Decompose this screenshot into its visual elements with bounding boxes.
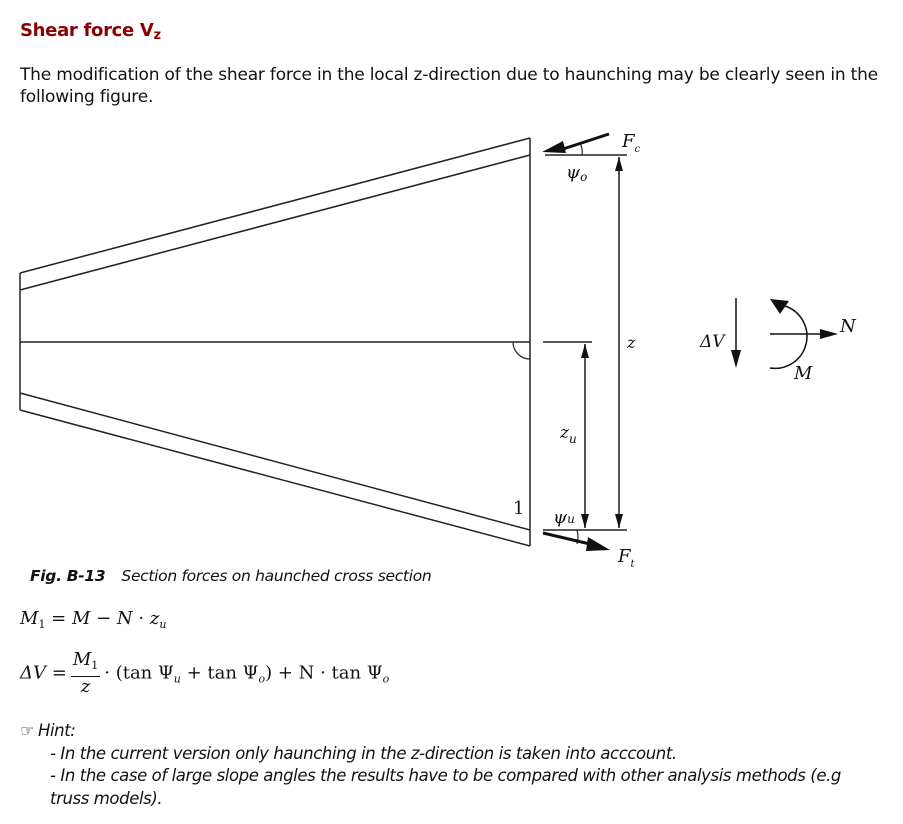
f1-rhs-sub: u: [159, 618, 167, 631]
right-angle-mark: [513, 342, 530, 359]
heading-text: Shear force V: [20, 20, 154, 41]
hint-item: truss models).: [50, 788, 163, 808]
f2-frac-num: M: [72, 649, 92, 670]
hint-item: - In the case of large slope angles the results have to be compared with other analysis methods (e.g: [50, 766, 841, 785]
z-arrow-bottom: [615, 514, 623, 528]
f2-fraction: [71, 650, 100, 697]
f2-sub2: o: [258, 672, 266, 686]
hint-box: [20, 720, 841, 810]
formula-m1: [20, 608, 166, 631]
normal-force-arrow: [770, 329, 838, 339]
f1-lhs: M: [20, 608, 39, 629]
f2-frac-den: z: [80, 676, 91, 697]
formula-delta-v: [20, 650, 389, 697]
f2-lhs: ΔV =: [20, 662, 67, 684]
label-n: N: [840, 316, 856, 337]
section-heading: [20, 20, 161, 43]
f2-frac-num-sub: 1: [91, 659, 99, 672]
f2-part2: + tan Ψ: [180, 662, 259, 684]
label-ft: $F_t$: [618, 546, 635, 570]
label-delta-v: ΔV: [700, 332, 725, 352]
caption-number: Fig. B-13: [30, 567, 106, 585]
f2-part3: ) + N · tan Ψ: [265, 662, 383, 684]
label-fc: $F_c$: [622, 131, 641, 155]
label-z: z: [627, 333, 636, 352]
z-arrow-top: [615, 157, 623, 171]
hint-item: - In the current version only haunching in the z-direction is taken into acccount.: [50, 743, 677, 763]
pointing-hand-icon: ☞: [20, 721, 34, 740]
delta-v-arrow: [731, 298, 741, 368]
label-psi-o: ψo: [566, 162, 588, 184]
label-psi-u: ψu: [553, 507, 575, 528]
intro-line-2: following figure.: [20, 87, 154, 107]
intro-line-1: The modification of the shear force in the local z-direction due to haunching may be clearly seen in the: [20, 65, 878, 85]
top-flange-inner: [20, 155, 530, 290]
label-one: 1: [513, 498, 525, 519]
figure-caption: [30, 567, 431, 585]
label-m: M: [794, 363, 813, 384]
bottom-flange-inner: [20, 393, 530, 530]
label-zu: $z_u$: [560, 423, 577, 446]
zu-arrow-bottom: [581, 514, 589, 528]
f2-part1: · (tan Ψ: [104, 662, 174, 684]
top-flange-outer: [20, 138, 530, 273]
f1-rhs: = M − N · z: [51, 608, 160, 629]
haunched-section-figure: [0, 120, 903, 570]
f2-sub1: u: [173, 672, 181, 686]
intro-paragraph: [20, 64, 903, 108]
heading-subscript: z: [153, 28, 161, 43]
caption-text: Section forces on haunched cross section: [121, 567, 432, 585]
zu-arrow-top: [581, 344, 589, 358]
f2-sub3: o: [382, 672, 390, 686]
force-ft-arrow: [543, 533, 610, 551]
bottom-flange-outer: [20, 410, 530, 546]
f1-lhs-sub: 1: [38, 618, 46, 631]
force-fc-arrow: [542, 134, 609, 153]
hint-title: Hint:: [37, 721, 76, 740]
